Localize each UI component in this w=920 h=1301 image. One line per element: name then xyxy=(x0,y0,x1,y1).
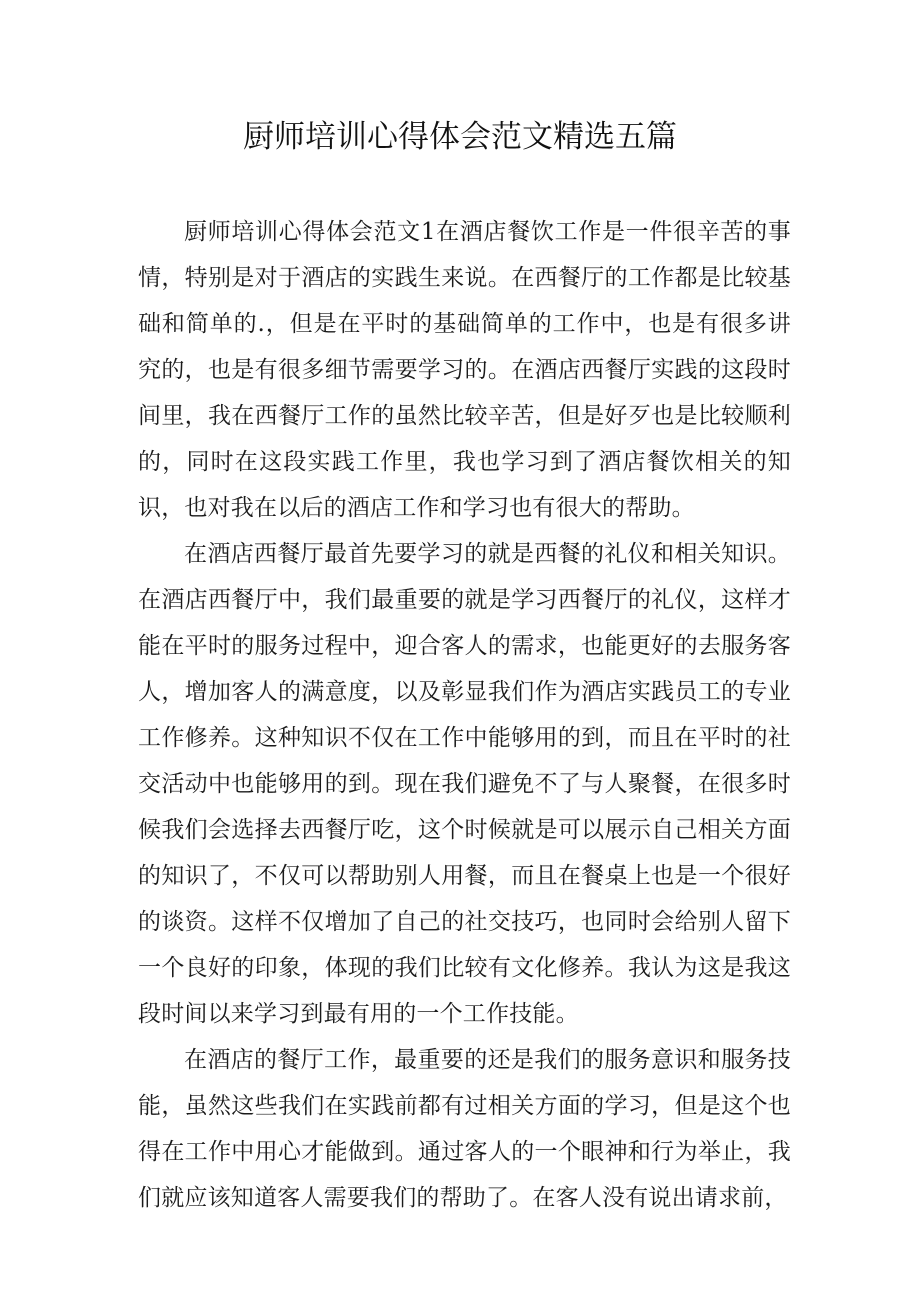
paragraph: 在酒店西餐厅最首先要学习的就是西餐的礼仪和相关知识。在酒店西餐厅中，我们最重要的就是学习西餐厅的礼仪，这样才能在平时的服务过程中，迎合客人的需求，也能更好的去服务客人，增加客人的满意度，以及彰显我们作为酒店实践员工的专业工作修养。这种知识不仅在工作中能够用的到，而且在平时的社交活动中也能够用的到。现在我们避免不了与人聚餐，在很多时候我们会选择去西餐厅吃，这个时候就是可以展示自己相关方面的知识了，不仅可以帮助别人用餐，而且在餐桌上也是一个很好的谈资。这样不仅增加了自己的社交技巧，也同时会给别人留下一个良好的印象，体现的我们比较有文化修养。我认为这是我这段时间以来学习到最有用的一个工作技能。 xyxy=(138,541,791,1027)
paragraph: 厨师培训心得体会范文1在酒店餐饮工作是一件很辛苦的事情，特别是对于酒店的实践生来说。在西餐厅的工作都是比较基础和简单的.，但是在平时的基础简单的工作中，也是有很多讲究的，也是有很多细节需要学习的。在酒店西餐厅实践的这段时间里，我在西餐厅工作的虽然比较辛苦，但是好歹也是比较顺利的，同时在这段实践工作里，我也学习到了酒店餐饮相关的知识，也对我在以后的酒店工作和学习也有很大的帮助。 xyxy=(138,219,791,521)
paragraph: 在酒店的餐厅工作，最重要的还是我们的服务意识和服务技能，虽然这些我们在实践前都有过相关方面的学习，但是这个也得在工作中用心才能做到。通过客人的一个眼神和行为举止，我们就应该知道客人需要我们的帮助了。在客人没有说出请求前， xyxy=(138,1047,791,1211)
document-body xyxy=(138,209,791,1221)
document-title: 厨师培训心得体会范文精选五篇 xyxy=(243,119,677,155)
